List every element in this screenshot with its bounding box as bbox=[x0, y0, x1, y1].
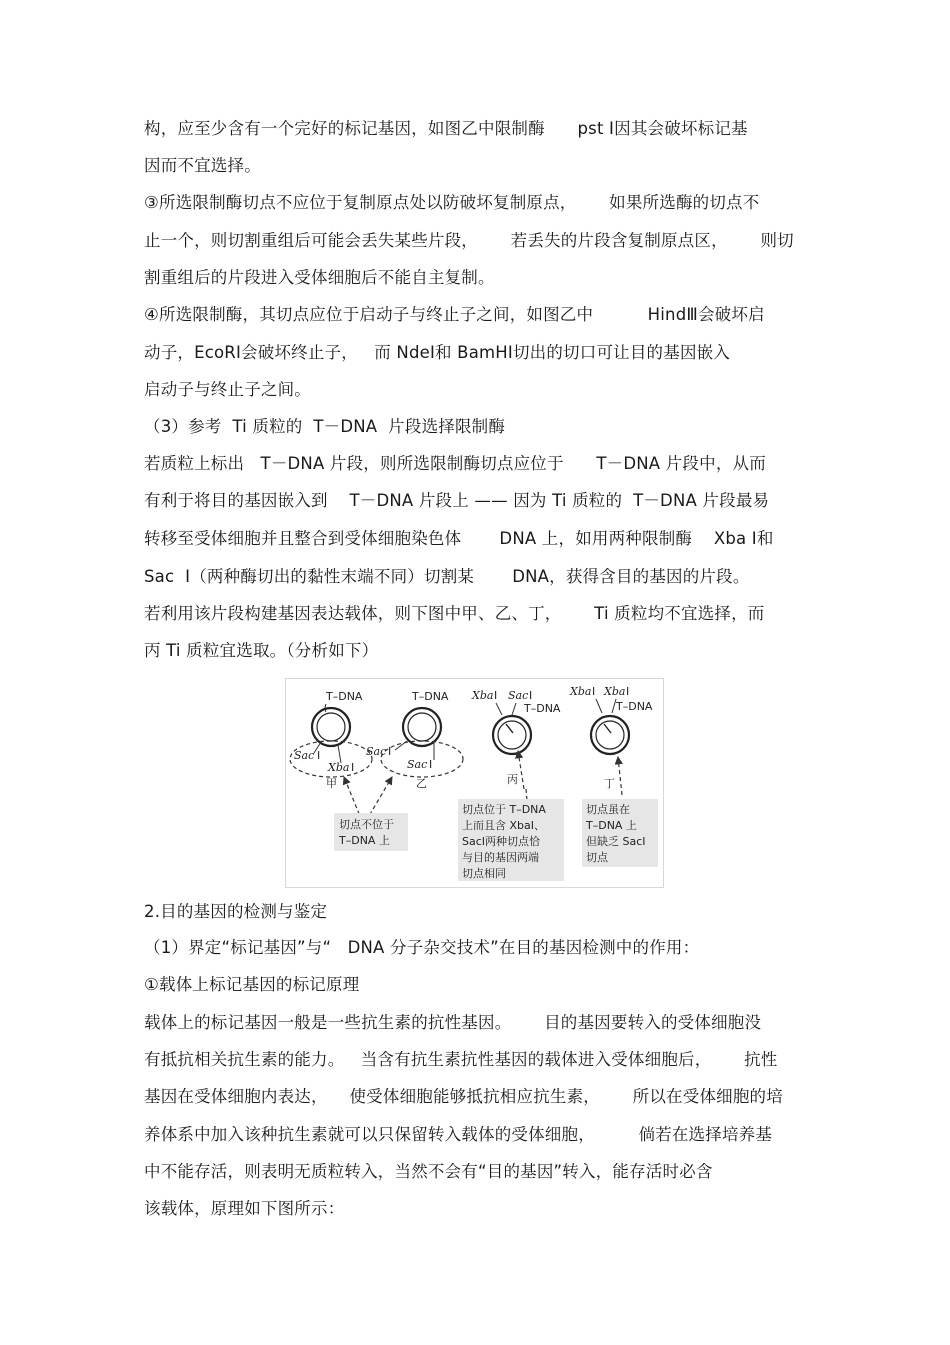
bing-tdna-label: T–DNA bbox=[524, 702, 561, 715]
text-line-8: 启动子与终止子之间。 bbox=[144, 380, 311, 399]
label-yi: 乙 bbox=[416, 777, 427, 790]
note3-line1: 切点虽在 bbox=[586, 803, 630, 816]
text-line-16: 2.目的基因的检测与鉴定 bbox=[144, 902, 328, 921]
note1-line2: T–DNA 上 bbox=[339, 834, 390, 847]
text-line-23: 中不能存活，则表明无质粒转入，当然不会有“目的基因”转入，能存活时必含 bbox=[144, 1162, 713, 1181]
yi-sac-roman-right: Ⅰ bbox=[429, 758, 433, 771]
yi-tdna-label: T–DNA bbox=[412, 690, 449, 703]
note3-line2: T–DNA 上 bbox=[586, 819, 637, 832]
jia-sac-label: Sac bbox=[294, 749, 315, 762]
ding-tdna-label: T–DNA bbox=[616, 700, 653, 713]
yi-sac-label-right: Sac bbox=[407, 758, 428, 771]
note2-line2: 上而且含 XbaⅠ、 bbox=[462, 819, 545, 832]
text-line-17: （1）界定“标记基因”与“ DNA 分子杂交技术”在目的基因检测中的作用： bbox=[144, 938, 700, 957]
note3-line4: 切点 bbox=[586, 851, 608, 864]
text-line-21: 基因在受体细胞内表达， 使受体细胞能够抵抗相应抗生素， 所以在受体细胞的培 bbox=[144, 1087, 783, 1106]
text-line-24: 该载体，原理如下图所示： bbox=[144, 1199, 345, 1218]
text-line-22: 养体系中加入该种抗生素就可以只保留转入载体的受体细胞， 倘若在选择培养基 bbox=[144, 1125, 773, 1144]
bing-sac-roman: Ⅰ bbox=[529, 689, 533, 702]
jia-xba-label: Xba bbox=[328, 761, 350, 774]
note1-line1: 切点不位于 bbox=[339, 818, 394, 831]
text-line-1: 构，应至少含有一个完好的标记基因，如图乙中限制酶 pst Ⅰ因其会破坏标记基 bbox=[144, 119, 748, 138]
plasmid-jia bbox=[290, 690, 372, 790]
ding-xba-roman-2: Ⅰ bbox=[626, 685, 630, 698]
note-box-1 bbox=[334, 813, 408, 851]
bing-xba-label: Xba bbox=[472, 689, 494, 702]
bing-xba-roman: Ⅰ bbox=[494, 689, 498, 702]
text-line-7: 动子，EcoRⅠ会破坏终止子， 而 NdeⅠ和 BamHⅠ切出的切口可让目的基因嵌入 bbox=[144, 343, 731, 362]
plasmid-ding bbox=[569, 685, 653, 795]
plasmid-yi bbox=[366, 690, 463, 790]
note2-line3: SacⅠ两种切点恰 bbox=[462, 835, 541, 848]
text-line-11: 有利于将目的基因嵌入到 T－DNA 片段上 —— 因为 Ti 质粒的 T－DNA 片段最易 bbox=[144, 491, 770, 510]
note2-line5: 切点相同 bbox=[462, 867, 506, 880]
yi-sac-roman-left: Ⅰ bbox=[388, 745, 392, 758]
label-jia: 甲 bbox=[326, 777, 337, 790]
text-line-19: 载体上的标记基因一般是一些抗生素的抗性基因。 目的基因要转入的受体细胞没 bbox=[144, 1013, 762, 1032]
text-line-4: 止一个，则切割重组后可能会丢失某些片段， 若丢失的片段含复制原点区， 则切 bbox=[144, 231, 794, 250]
text-line-13: Sac Ⅰ（两种酶切出的黏性末端不同）切割某 DNA，获得含目的基因的片段。 bbox=[144, 567, 750, 586]
text-line-12: 转移至受体细胞并且整合到受体细胞染色体 DNA 上，如用两种限制酶 Xba Ⅰ和 bbox=[144, 529, 774, 548]
bing-sac-label: Sac bbox=[508, 689, 529, 702]
text-line-9: （3）参考 Ti 质粒的 T－DNA 片段选择限制酶 bbox=[144, 417, 506, 436]
jia-xba-roman: Ⅰ bbox=[351, 761, 355, 774]
note3-line3: 但缺乏 SacⅠ bbox=[586, 835, 646, 848]
note2-line1: 切点位于 T–DNA bbox=[462, 803, 546, 816]
label-bing: 丙 bbox=[507, 773, 518, 786]
text-line-6: ④所选限制酶，其切点应位于启动子与终止子之间，如图乙中 HindⅢ会破坏启 bbox=[144, 305, 765, 324]
text-line-20: 有抵抗相关抗生素的能力。 当含有抗生素抗性基因的载体进入受体细胞后， 抗性 bbox=[144, 1050, 778, 1069]
jia-sac-roman: Ⅰ bbox=[317, 749, 321, 762]
ding-xba-label-1: Xba bbox=[570, 685, 592, 698]
text-line-3: ③所选限制酶切点不应位于复制原点处以防破坏复制原点， 如果所选酶的切点不 bbox=[144, 193, 760, 212]
yi-sac-label-left: Sac bbox=[366, 745, 387, 758]
text-line-10: 若质粒上标出 T－DNA 片段，则所选限制酶切点应位于 T－DNA 片段中，从而 bbox=[144, 454, 766, 473]
text-line-2: 因而不宜选择。 bbox=[144, 156, 261, 175]
jia-tdna-label: T–DNA bbox=[326, 690, 363, 703]
text-line-15: 丙 Ti 质粒宜选取。（分析如下） bbox=[144, 641, 379, 660]
note2-line4: 与目的基因两端 bbox=[462, 851, 539, 864]
ti-plasmid-figure bbox=[285, 678, 664, 888]
text-line-18: ①载体上标记基因的标记原理 bbox=[144, 975, 360, 994]
text-line-5: 割重组后的片段进入受体细胞后不能自主复制。 bbox=[144, 268, 495, 287]
ding-xba-roman-1: Ⅰ bbox=[592, 685, 596, 698]
label-ding: 丁 bbox=[604, 777, 615, 790]
text-line-14: 若利用该片段构建基因表达载体，则下图中甲、乙、丁， Ti 质粒均不宜选择，而 bbox=[144, 604, 765, 623]
note-box-3 bbox=[582, 799, 658, 867]
ding-xba-label-2: Xba bbox=[604, 685, 626, 698]
note-box-2 bbox=[458, 799, 564, 881]
